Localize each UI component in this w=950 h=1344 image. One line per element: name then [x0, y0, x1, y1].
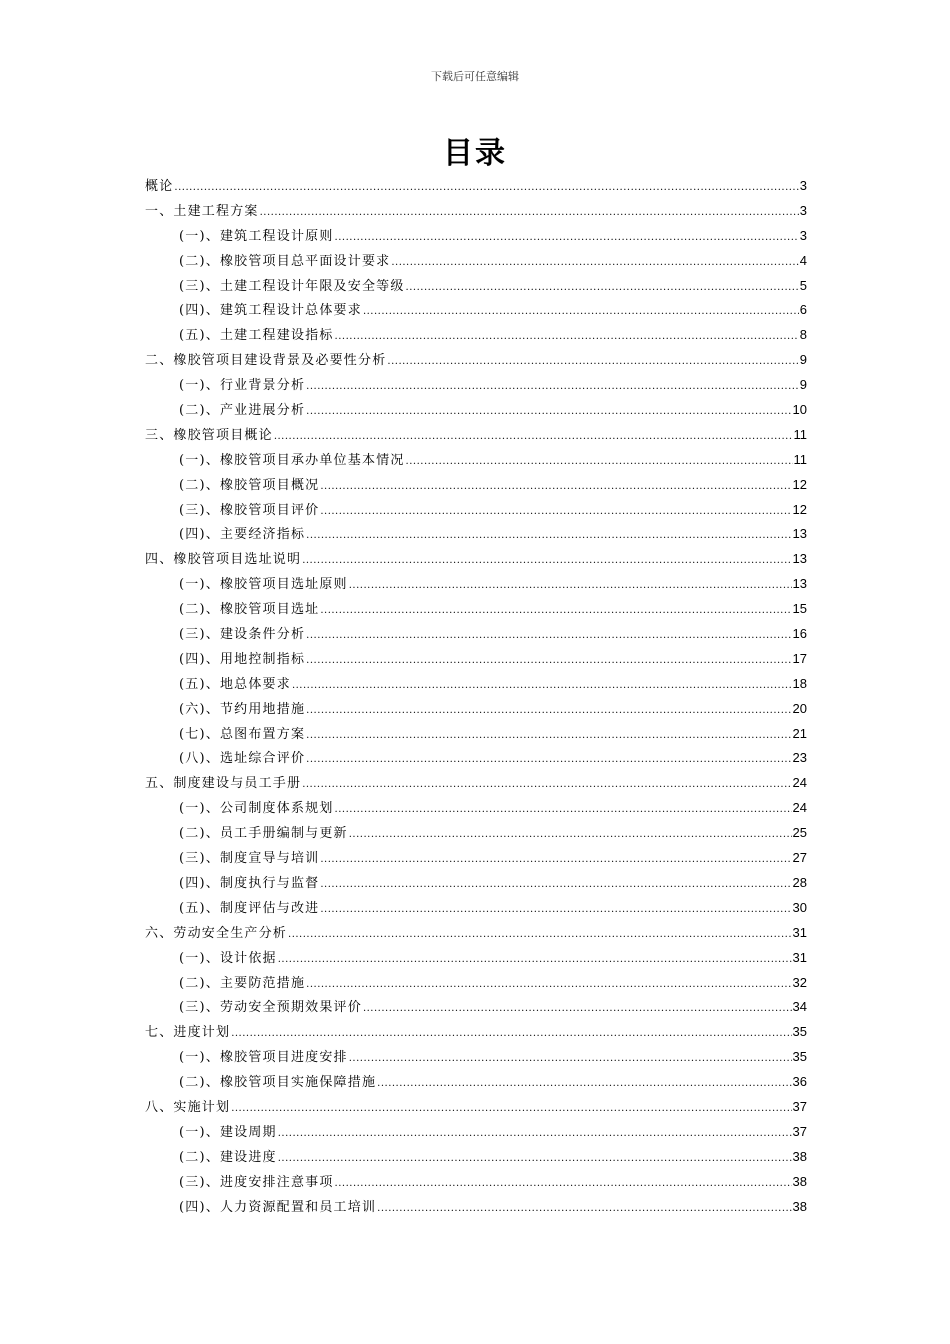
toc-leader-dots	[306, 724, 791, 749]
toc-entry-page-number: 13	[792, 576, 807, 592]
toc-entry-label: 一、土建工程方案	[145, 203, 259, 219]
toc-entry-label: (四)、制度执行与监督	[179, 875, 320, 891]
toc-entry-label: 二、橡胶管项目建设背景及必要性分析	[145, 353, 387, 369]
toc-entry-page-number: 12	[792, 476, 807, 492]
toc-entry-label: (二)、橡胶管项目实施保障措施	[179, 1075, 377, 1091]
toc-entry[interactable]	[145, 622, 807, 647]
toc-leader-dots	[306, 624, 791, 649]
toc-entry-label: 五、制度建设与员工手册	[145, 776, 302, 792]
toc-entry-label: 三、橡胶管项目概论	[145, 427, 273, 443]
toc-entry[interactable]	[145, 547, 807, 572]
toc-leader-dots	[320, 873, 791, 898]
toc-entry-page-number: 21	[792, 725, 807, 741]
toc-entry[interactable]	[145, 1120, 807, 1145]
toc-entry-label: (三)、制度宣导与培训	[179, 851, 320, 867]
toc-leader-dots	[391, 251, 798, 276]
toc-entry[interactable]	[145, 995, 807, 1020]
toc-title: 目录	[443, 136, 507, 171]
page-header-note: 下载后可任意编辑	[431, 70, 519, 83]
toc-entry-label: (二)、橡胶管项目概况	[179, 477, 320, 493]
toc-leader-dots	[335, 1172, 792, 1197]
toc-entry-page-number: 3	[799, 202, 807, 218]
toc-entry-label: (三)、进度安排注意事项	[179, 1174, 334, 1190]
toc-entry-label: (六)、节约用地措施	[179, 701, 306, 717]
toc-entry-page-number: 18	[792, 675, 807, 691]
toc-entry-label: (三)、土建工程设计年限及安全等级	[179, 278, 405, 294]
toc-entry-label: 六、劳动安全生产分析	[145, 925, 288, 941]
toc-entry[interactable]	[145, 771, 807, 796]
toc-leader-dots	[260, 201, 799, 226]
toc-leader-dots	[278, 948, 792, 973]
toc-entry-label: (一)、橡胶管项目进度安排	[179, 1050, 348, 1066]
toc-entry[interactable]	[145, 274, 807, 299]
toc-entry-page-number: 20	[792, 700, 807, 716]
toc-leader-dots	[278, 1122, 792, 1147]
toc-entry-page-number: 5	[799, 277, 807, 293]
toc-leader-dots	[306, 649, 791, 674]
toc-entry-page-number: 12	[792, 501, 807, 517]
toc-leader-dots	[292, 674, 792, 699]
toc-leader-dots	[302, 773, 791, 798]
toc-leader-dots	[288, 923, 792, 948]
toc-leader-dots	[302, 549, 791, 574]
toc-entry-page-number: 27	[792, 850, 807, 866]
toc-entry-label: 概论	[145, 179, 174, 194]
toc-entry[interactable]	[145, 672, 807, 697]
toc-entry[interactable]	[145, 1195, 807, 1220]
toc-entry-page-number: 9	[799, 352, 807, 368]
toc-entry-page-number: 38	[792, 1148, 807, 1164]
toc-entry-page-number: 25	[792, 825, 807, 841]
toc-entry-page-number: 3	[799, 178, 807, 193]
toc-entry-page-number: 36	[792, 1074, 807, 1090]
toc-entry-page-number: 3	[799, 227, 807, 243]
toc-entry[interactable]	[145, 174, 807, 199]
toc-leader-dots	[320, 848, 791, 873]
toc-leader-dots	[231, 1022, 791, 1047]
toc-entry-label: (五)、制度评估与改进	[179, 900, 320, 916]
toc-leader-dots	[231, 1097, 791, 1122]
toc-entry-page-number: 24	[792, 775, 807, 791]
toc-entry-page-number: 10	[792, 402, 807, 418]
toc-entry-label: (二)、橡胶管项目总平面设计要求	[179, 253, 391, 269]
toc-entry[interactable]	[145, 224, 807, 249]
toc-entry-label: (二)、建设进度	[179, 1149, 277, 1165]
toc-entry[interactable]	[145, 921, 807, 946]
toc-entry-page-number: 24	[792, 800, 807, 816]
toc-entry[interactable]	[145, 597, 807, 622]
toc-entry-label: (二)、主要防范措施	[179, 975, 306, 991]
toc-entry-label: (四)、人力资源配置和员工培训	[179, 1199, 377, 1215]
toc-entry[interactable]	[145, 971, 807, 996]
toc-leader-dots	[306, 748, 791, 773]
toc-entry-label: (一)、设计依据	[179, 950, 277, 966]
toc-entry-label: (一)、建设周期	[179, 1124, 277, 1140]
toc-entry-label: (一)、建筑工程设计原则	[179, 228, 334, 244]
toc-entry[interactable]	[145, 323, 807, 348]
toc-leader-dots	[306, 524, 791, 549]
toc-entry[interactable]	[145, 746, 807, 771]
toc-entry-page-number: 31	[792, 949, 807, 965]
toc-entry-page-number: 11	[793, 426, 807, 442]
toc-entry[interactable]	[145, 298, 807, 323]
table-of-contents	[145, 174, 807, 1219]
toc-leader-dots	[335, 325, 799, 350]
toc-entry[interactable]	[145, 498, 807, 523]
toc-entry[interactable]	[145, 1045, 807, 1070]
toc-entry-page-number: 28	[792, 874, 807, 890]
toc-entry-page-number: 23	[792, 750, 807, 766]
toc-leader-dots	[320, 599, 791, 624]
toc-entry[interactable]	[145, 373, 807, 398]
toc-entry-page-number: 13	[792, 551, 807, 567]
toc-entry-page-number: 30	[792, 899, 807, 915]
toc-entry[interactable]	[145, 846, 807, 871]
toc-entry[interactable]	[145, 871, 807, 896]
toc-leader-dots	[335, 226, 799, 251]
toc-entry-page-number: 13	[792, 526, 807, 542]
toc-entry[interactable]	[145, 647, 807, 672]
toc-entry-label: (二)、橡胶管项目选址	[179, 602, 320, 618]
toc-entry-page-number: 37	[792, 1123, 807, 1139]
toc-entry-page-number: 9	[799, 377, 807, 393]
toc-entry-page-number: 6	[799, 302, 807, 318]
toc-leader-dots	[320, 475, 791, 500]
toc-entry-label: (一)、橡胶管项目承办单位基本情况	[179, 452, 405, 468]
toc-entry-label: (三)、建设条件分析	[179, 627, 306, 643]
toc-entry[interactable]	[145, 1170, 807, 1195]
toc-entry[interactable]	[145, 348, 807, 373]
toc-leader-dots	[349, 1047, 792, 1072]
toc-entry-page-number: 31	[792, 924, 807, 940]
toc-entry[interactable]	[145, 1145, 807, 1170]
toc-entry-page-number: 34	[792, 999, 807, 1015]
toc-entry-page-number: 38	[792, 1198, 807, 1214]
toc-leader-dots	[406, 450, 793, 475]
toc-leader-dots	[320, 500, 791, 525]
toc-entry-page-number: 16	[792, 626, 807, 642]
toc-entry[interactable]	[145, 1095, 807, 1120]
toc-entry-label: (八)、选址综合评价	[179, 751, 306, 767]
toc-entry[interactable]	[145, 249, 807, 274]
toc-entry-page-number: 37	[792, 1098, 807, 1114]
toc-entry[interactable]	[145, 896, 807, 921]
toc-entry[interactable]	[145, 821, 807, 846]
toc-leader-dots	[306, 400, 791, 425]
toc-entry[interactable]	[145, 946, 807, 971]
toc-leader-dots	[406, 276, 799, 301]
toc-entry-label: (一)、行业背景分析	[179, 378, 306, 394]
toc-entry-label: 四、橡胶管项目选址说明	[145, 552, 302, 568]
toc-entry-page-number: 15	[792, 601, 807, 617]
toc-leader-dots	[349, 823, 792, 848]
toc-entry-label: (五)、土建工程建设指标	[179, 328, 334, 344]
toc-entry-label: (四)、建筑工程设计总体要求	[179, 303, 362, 319]
toc-entry-page-number: 32	[792, 974, 807, 990]
toc-entry[interactable]	[145, 697, 807, 722]
toc-entry-label: 八、实施计划	[145, 1099, 231, 1115]
toc-leader-dots	[174, 176, 798, 201]
toc-entry[interactable]	[145, 473, 807, 498]
toc-leader-dots	[278, 1147, 792, 1172]
toc-leader-dots	[363, 997, 792, 1022]
toc-leader-dots	[377, 1197, 791, 1222]
toc-entry[interactable]	[145, 199, 807, 224]
toc-entry[interactable]	[145, 722, 807, 747]
toc-entry-page-number: 38	[792, 1173, 807, 1189]
toc-entry-label: (四)、用地控制指标	[179, 651, 306, 667]
toc-entry-page-number: 35	[792, 1049, 807, 1065]
toc-leader-dots	[320, 898, 791, 923]
toc-entry-label: (一)、公司制度体系规划	[179, 801, 334, 817]
toc-entry-label: (三)、橡胶管项目评价	[179, 502, 320, 518]
toc-entry[interactable]	[145, 1020, 807, 1045]
toc-entry-label: (二)、员工手册编制与更新	[179, 826, 348, 842]
toc-entry-page-number: 35	[792, 1024, 807, 1040]
toc-entry-label: 七、进度计划	[145, 1025, 231, 1041]
toc-entry-label: (七)、总图布置方案	[179, 726, 306, 742]
toc-entry[interactable]	[145, 796, 807, 821]
toc-leader-dots	[377, 1072, 791, 1097]
toc-entry[interactable]	[145, 398, 807, 423]
toc-entry-label: (三)、劳动安全预期效果评价	[179, 1000, 362, 1016]
toc-entry[interactable]	[145, 1070, 807, 1095]
toc-leader-dots	[306, 699, 791, 724]
toc-entry-label: (二)、产业进展分析	[179, 403, 306, 419]
toc-entry-page-number: 4	[799, 252, 807, 268]
toc-leader-dots	[349, 574, 792, 599]
toc-entry[interactable]	[145, 423, 807, 448]
toc-leader-dots	[363, 300, 799, 325]
toc-leader-dots	[274, 425, 793, 450]
toc-entry-page-number: 8	[799, 327, 807, 343]
toc-entry[interactable]	[145, 448, 807, 473]
toc-leader-dots	[387, 350, 798, 375]
toc-entry-page-number: 17	[792, 650, 807, 666]
toc-entry[interactable]	[145, 522, 807, 547]
toc-entry-label: (四)、主要经济指标	[179, 527, 306, 543]
toc-leader-dots	[306, 973, 791, 998]
toc-entry-page-number: 11	[793, 451, 807, 467]
toc-leader-dots	[335, 798, 792, 823]
toc-entry[interactable]	[145, 572, 807, 597]
toc-leader-dots	[306, 375, 799, 400]
toc-entry-label: (五)、地总体要求	[179, 676, 291, 692]
toc-entry-label: (一)、橡胶管项目选址原则	[179, 577, 348, 593]
